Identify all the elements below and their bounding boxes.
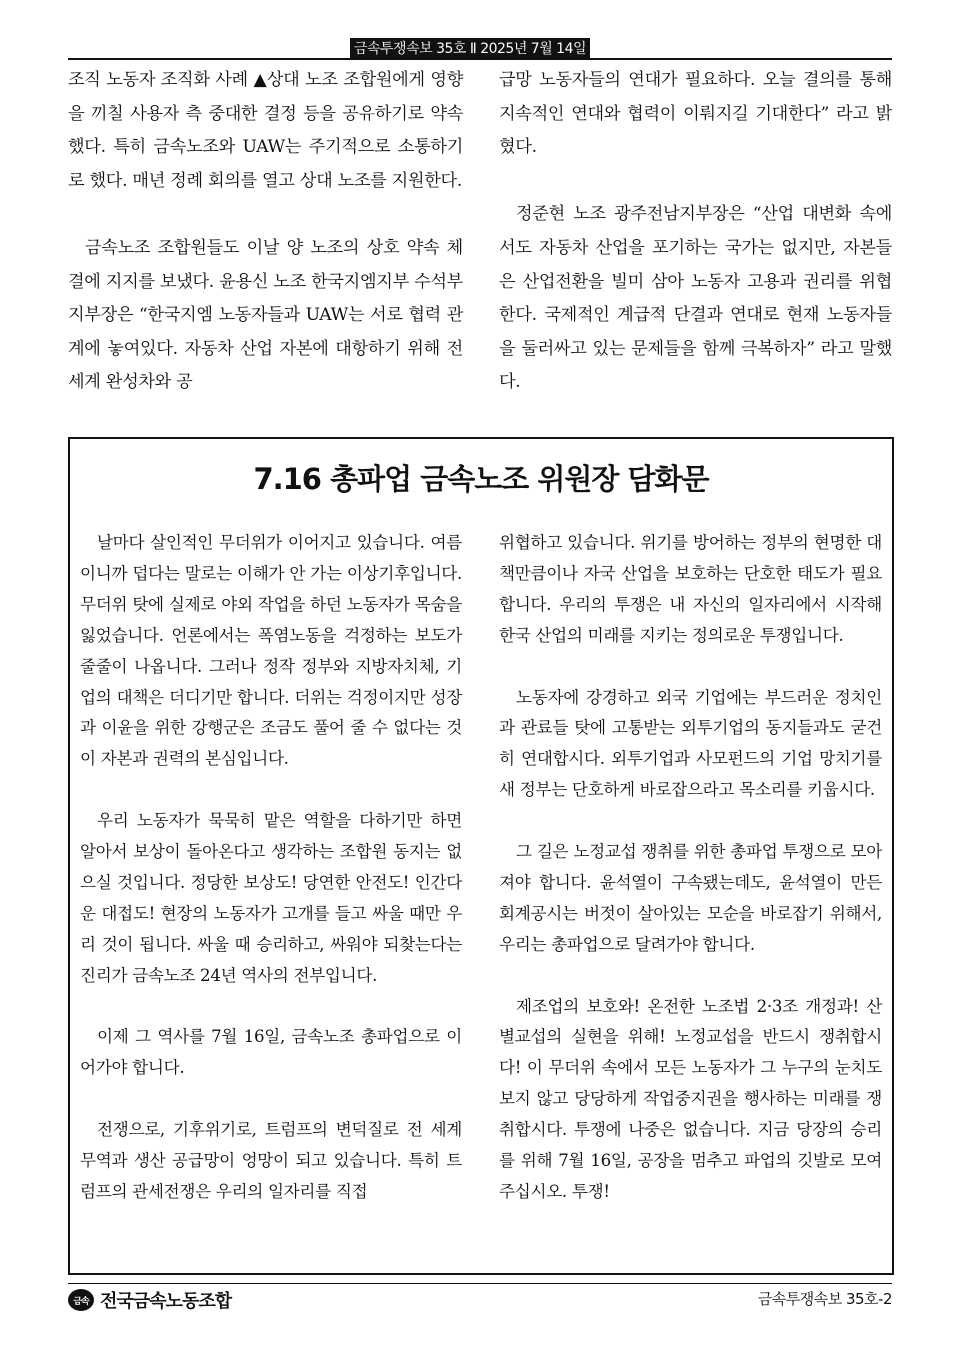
- paragraph: 이제 그 역사를 7월 16일, 금속노조 총파업으로 이어가야 합니다.: [80, 1027, 462, 1078]
- union-emblem-icon: 금속: [68, 1289, 94, 1311]
- statement-title: 7.16 총파업 금속노조 위원장 담화문: [253, 462, 709, 496]
- paragraph: 금속노조 조합원들도 이날 양 노조의 상호 약속 체결에 지지를 보냈다. 윤용신 노조 한국지엠지부 수석부지부장은 “한국지엠 노동자들과 UAW는 서로 협력 관계에 놓여있다. 자동차 산업 자본에 대항하기 위해 전 세계 완성차와 공: [68, 237, 463, 393]
- union-logo: [68, 1285, 231, 1315]
- issue-header: 금속투쟁속보 35호 Ⅱ 2025년 7월 14일: [350, 38, 590, 60]
- paragraph: 노동자에 강경하고 외국 기업에는 부드러운 정치인과 관료들 탓에 고통받는 외투기업의 동지들과도 굳건히 연대합시다. 외투기업과 사모펀드의 기업 망치기를 새 정부는 단호하게 바로잡으라고 목소리를 키웁시다.: [499, 687, 882, 800]
- statement-left-column: [80, 528, 462, 1208]
- footer-rule: [68, 1283, 892, 1284]
- top-article-right-column: [499, 64, 892, 400]
- page-label: 금속투쟁속보 35호-2: [757, 1290, 892, 1308]
- paragraph: 제조업의 보호와! 온전한 노조법 2·3조 개정과! 산별교섭의 실현을 위해! 노정교섭을 반드시 쟁취합시다! 이 무더위 속에서 모든 노동자가 그 누구의 눈치도 보지 않고 당당하게 작업중지권을 행사하는 미래를 쟁취합시다. 투쟁에 나중은 없습니다. 지금 당장의 승리를 위해 7월 16일, 공장을 멈추고 파업의 깃발로 모여 주십시오. 투쟁!: [499, 996, 882, 1201]
- paragraph: 위협하고 있습니다. 위기를 방어하는 정부의 현명한 대책만큼이나 자국 산업을 보호하는 단호한 태도가 필요합니다. 우리의 투쟁은 내 자신의 일자리에서 시작해 한국 산업의 미래를 지키는 정의로운 투쟁입니다.: [499, 533, 882, 645]
- paragraph: 전쟁으로, 기후위기로, 트럼프의 변덕질로 전 세계 무역과 생산 공급망이 엉망이 되고 있습니다. 특히 트럼프의 관세전쟁은 우리의 일자리를 직접: [80, 1120, 462, 1201]
- paragraph: 날마다 살인적인 무더위가 이어지고 있습니다. 여름이니까 덥다는 말로는 이해가 안 가는 이상기후입니다. 무더위 탓에 실제로 야외 작업을 하던 노동자가 목숨을 잃었습니다. 언론에서는 폭염노동을 걱정하는 보도가 줄줄이 나옵니다. 그러나 정작 정부와 지방자치체, 기업의 대책은 더디기만 합니다. 더위는 걱정이지만 성장과 이윤을 위한 강행군은 조금도 풀어 줄 수 없다는 것이 자본과 권력의 본심입니다.: [80, 533, 462, 769]
- paragraph: 우리 노동자가 묵묵히 맡은 역할을 다하기만 하면 알아서 보상이 돌아온다고 생각하는 조합원 동지는 없으실 것입니다. 정당한 보상도! 당연한 안전도! 인간다운 대접도! 현장의 노동자가 고개를 들고 싸울 때만 우리 것이 됩니다. 싸울 때 승리하고, 싸워야 되찾는다는 진리가 금속노조 24년 역사의 전부입니다.: [80, 811, 462, 985]
- paragraph: 정준현 노조 광주전남지부장은 “산업 대변화 속에서도 자동차 산업을 포기하는 국가는 없지만, 자본들은 산업전환을 빌미 삼아 노동자 고용과 권리를 위협한다. 국제적인 계급적 단결과 연대로 현재 노동자들을 둘러싸고 있는 문제들을 함께 극복하자” 라고 말했다.: [499, 204, 892, 393]
- statement-right-column: [499, 528, 882, 1208]
- union-name: 전국금속노동조합: [100, 1291, 232, 1312]
- paragraph: 그 길은 노정교섭 쟁취를 위한 총파업 투쟁으로 모아져야 합니다. 윤석열이 구속됐는데도, 윤석열이 만든 회계공시는 버젓이 살아있는 모순을 바로잡기 위해서, 우리는 총파업으로 달려가야 합니다.: [499, 842, 882, 954]
- paragraph: 급망 노동자들의 연대가 필요하다. 오늘 결의를 통해 지속적인 연대와 협력이 이뤄지길 기대한다” 라고 밝혔다.: [499, 70, 892, 158]
- paragraph: 조직 노동자 조직화 사례 ▲상대 노조 조합원에게 영향을 끼칠 사용자 측 중대한 결정 등을 공유하기로 약속했다. 특히 금속노조와 UAW는 주기적으로 소통하기로 했다. 매년 정례 회의를 열고 상대 노조를 지원한다.: [68, 70, 463, 191]
- top-article-left-column: [68, 64, 463, 400]
